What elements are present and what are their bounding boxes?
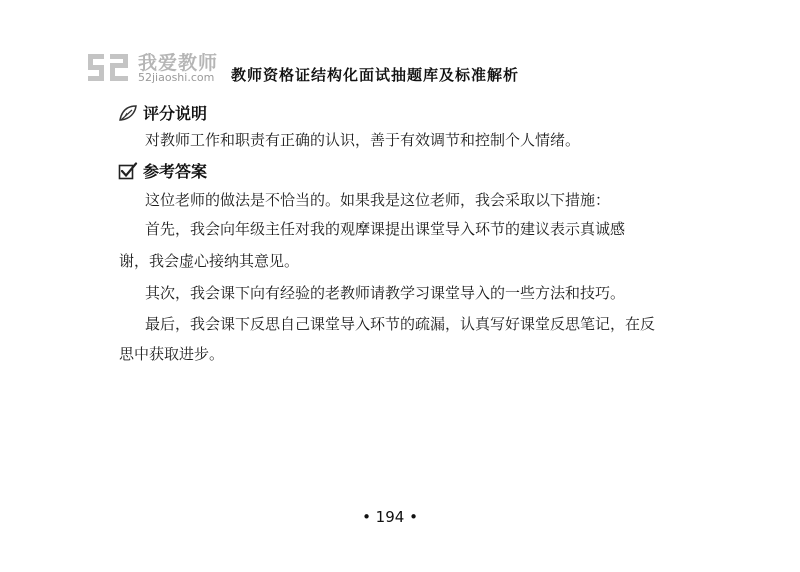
logo-mark-icon (84, 50, 132, 86)
scoring-heading (118, 101, 207, 124)
page-number: • 194 • (362, 508, 418, 526)
answer-paragraph: 首先，我会向年级主任对我的观摩课提出课堂导入环节的建议表示真诚感 (145, 220, 626, 238)
answer-paragraph-continued: 谢，我会虚心接纳其意见。 (119, 252, 300, 270)
scoring-heading-label: 评分说明 (143, 104, 208, 123)
logo-url: 52jiaoshi.com (138, 71, 215, 84)
scoring-text: 对教师工作和职责有正确的认识，善于有效调节和控制个人情绪。 (145, 131, 581, 149)
logo-name: 我爱教师 (138, 52, 219, 74)
book-title: 教师资格证结构化面试抽题库及标准解析 (231, 66, 520, 84)
answer-paragraph: 这位老师的做法是不恰当的。如果我是这位老师，我会采取以下措施： (145, 191, 611, 209)
answer-paragraph-continued: 思中获取进步。 (119, 345, 225, 363)
checkbox-icon (118, 162, 138, 180)
answer-paragraph: 其次，我会课下向有经验的老教师请教学习课堂导入的一些方法和技巧。 (145, 284, 626, 302)
answer-heading-label: 参考答案 (143, 162, 208, 181)
leaf-icon (118, 104, 138, 122)
answer-heading (118, 159, 207, 182)
answer-paragraph: 最后，我会课下反思自己课堂导入环节的疏漏，认真写好课堂反思笔记，在反 (145, 315, 656, 333)
site-logo (84, 48, 219, 88)
